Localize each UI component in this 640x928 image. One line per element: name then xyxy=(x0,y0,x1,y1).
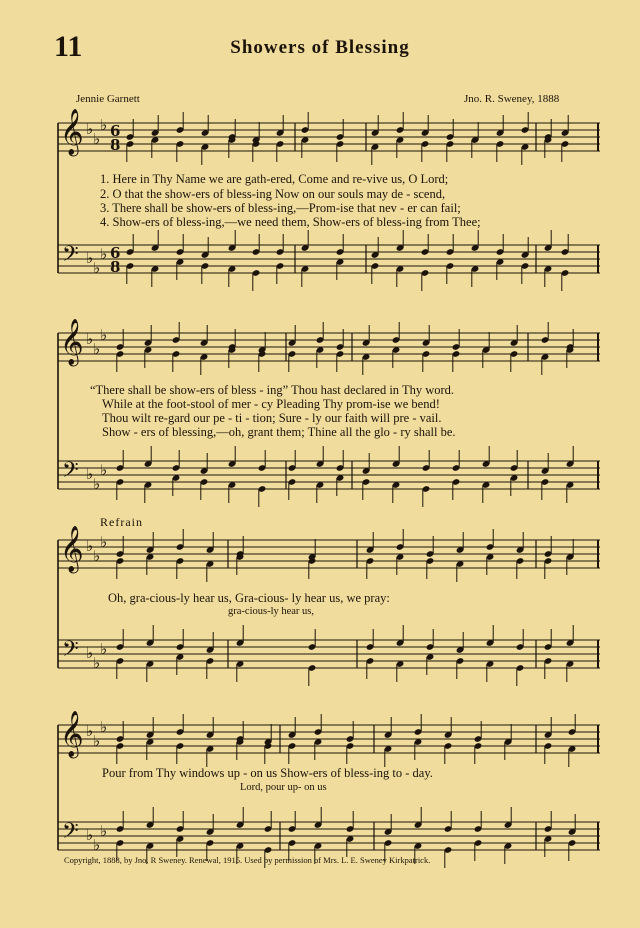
verse-3-line-a: 3. There shall be show-ers of bless-ing,—Prom-ise that nev - er can fail; xyxy=(100,201,461,215)
time-signature: 6 xyxy=(110,122,121,140)
flat-sign-icon: ♭ xyxy=(100,640,108,658)
verse-1-line-a: 1. Here in Thy Name we are gath-ered, Come and re-vive us, O Lord; xyxy=(100,172,449,186)
flat-sign-icon: ♭ xyxy=(100,718,108,736)
flat-sign-icon: ♭ xyxy=(100,822,108,840)
flat-sign-icon: ♭ xyxy=(93,836,101,854)
time-signature: 8 xyxy=(110,136,121,154)
verse-2-line-b: While at the foot-stool of mer - cy Pleading Thy prom-ise we bend! xyxy=(102,397,440,411)
treble-clef-icon: 𝄞 xyxy=(60,711,84,757)
lyricist-credit: Jennie Garnett xyxy=(76,93,140,105)
flat-sign-icon: ♭ xyxy=(100,245,108,263)
bass-clef-icon: 𝄢 xyxy=(62,637,79,667)
refrain-line-1: Oh, gra-cious-ly hear us, Gra-cious- ly hear us, we pray: xyxy=(108,591,390,605)
flat-sign-icon: ♭ xyxy=(86,722,94,740)
flat-sign-icon: ♭ xyxy=(86,330,94,348)
copyright-notice: Copyright, 1888, by Jno. R Sweney. Renewal, 1915. Used by permission of Mrs. L. E. Sweney Kirkpatrick. xyxy=(64,855,431,865)
refrain-line-2: Pour from Thy windows up - on us Show-ers of bless-ing to - day. xyxy=(102,766,433,780)
flat-sign-icon: ♭ xyxy=(93,547,101,565)
flat-sign-icon: ♭ xyxy=(86,826,94,844)
verse-4-line-b: Show - ers of blessing,—oh, grant them; Thine all the glo - ry shall be. xyxy=(102,425,456,439)
verse-3-line-b: Thou wilt re-gard our pe - ti - tion; Sure - ly our faith will pre - vail. xyxy=(102,411,442,425)
verse-1-line-b: “There shall be show-ers of bless - ing” Thou hast declared in Thy word. xyxy=(90,383,455,397)
flat-sign-icon: ♭ xyxy=(93,259,101,277)
refrain-label: Refrain xyxy=(100,515,143,529)
bass-clef-icon: 𝄢 xyxy=(62,458,79,488)
flat-sign-icon: ♭ xyxy=(100,533,108,551)
flat-sign-icon: ♭ xyxy=(86,249,94,267)
verse-4-line-a: 4. Show-ers of bless-ing,—we need them, Show-ers of bless-ing from Thee; xyxy=(100,215,481,229)
treble-clef-icon: 𝄞 xyxy=(60,526,84,572)
hymn-title: Showers of Blessing xyxy=(230,37,410,58)
verse-2-line-a: 2. O that the show-ers of bless-ing Now on our souls may de - scend, xyxy=(100,187,446,201)
flat-sign-icon: ♭ xyxy=(100,461,108,479)
flat-sign-icon: ♭ xyxy=(86,537,94,555)
bass-clef-icon: 𝄢 xyxy=(62,242,79,272)
flat-sign-icon: ♭ xyxy=(86,120,94,138)
flat-sign-icon: ♭ xyxy=(86,644,94,662)
flat-sign-icon: ♭ xyxy=(93,130,101,148)
flat-sign-icon: ♭ xyxy=(86,465,94,483)
time-signature: 6 xyxy=(110,244,121,262)
treble-clef-icon: 𝄞 xyxy=(60,319,84,365)
page-number: 11 xyxy=(54,30,83,63)
flat-sign-icon: ♭ xyxy=(93,654,101,672)
time-signature: 8 xyxy=(110,258,121,276)
flat-sign-icon: ♭ xyxy=(93,340,101,358)
flat-sign-icon: ♭ xyxy=(100,326,108,344)
bass-clef-icon: 𝄢 xyxy=(62,819,79,849)
flat-sign-icon: ♭ xyxy=(93,732,101,750)
refrain-line-1-alto: gra-cious-ly hear us, xyxy=(228,606,315,617)
refrain-line-2-alto: Lord, pour up- on us xyxy=(240,782,327,793)
composer-credit: Jno. R. Sweney, 1888 xyxy=(464,93,560,105)
flat-sign-icon: ♭ xyxy=(93,475,101,493)
treble-clef-icon: 𝄞 xyxy=(60,109,84,155)
flat-sign-icon: ♭ xyxy=(100,116,108,134)
